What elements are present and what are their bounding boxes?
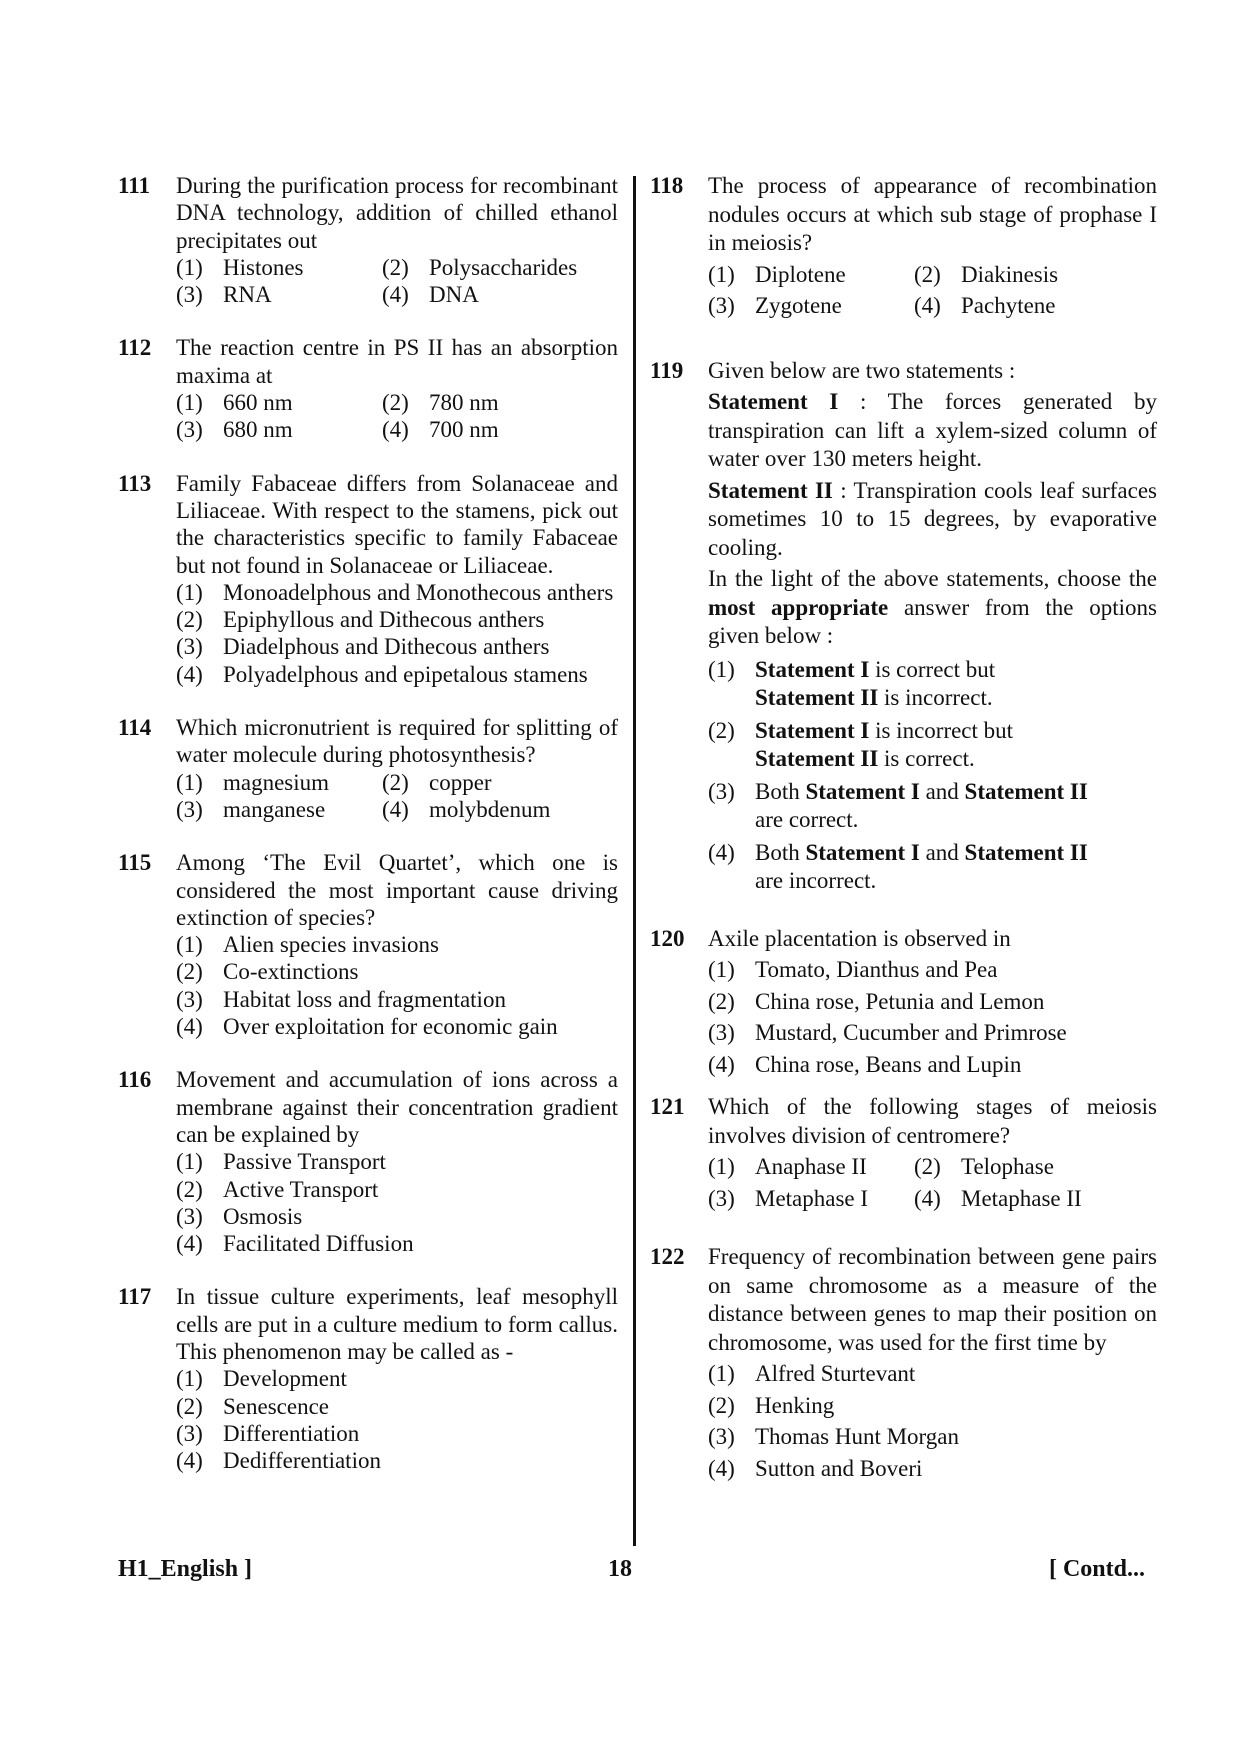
statement-1: Statement I : The forces generated by transpiration can lift a xylem-sized column of water over 130 meters height. bbox=[708, 389, 1157, 471]
question-text: Movement and accumulation of ions across a membrane against their concentration gradient can be explained by bbox=[176, 1067, 618, 1147]
question-number: 113 bbox=[118, 470, 152, 496]
option-3: (3) Differentiation bbox=[176, 1420, 360, 1446]
option-2: (2) Henking bbox=[708, 1392, 835, 1418]
option-2: (2) copper bbox=[382, 769, 492, 795]
question-number: 118 bbox=[650, 173, 684, 198]
question-116 bbox=[118, 1066, 618, 1257]
option-3: (3) Zygotene bbox=[708, 293, 842, 318]
question-112 bbox=[118, 334, 618, 443]
option-2: (2) Senescence bbox=[176, 1393, 329, 1419]
page-number: 18 bbox=[608, 1556, 632, 1582]
question-number: 121 bbox=[650, 1094, 685, 1119]
question-number: 112 bbox=[118, 335, 152, 361]
question-text: Family Fabaceae differs from Solanaceae and Liliaceae. With respect to the stamens, pick out the characteristics specific to family Fabaceae but not found in Solanaceae or Liliaceae. bbox=[176, 470, 618, 578]
option-4: (4) China rose, Beans and Lupin bbox=[708, 1051, 1022, 1077]
option-4: (4) Facilitated Diffusion bbox=[176, 1231, 414, 1257]
option-1: (1) Alfred Sturtevant bbox=[708, 1361, 916, 1386]
option-2: (2) Active Transport bbox=[176, 1176, 379, 1202]
question-number: 119 bbox=[650, 357, 684, 383]
option-1: (1) Monoadelphous and Monothecous anthers bbox=[176, 579, 614, 605]
option-3: (3) Osmosis bbox=[176, 1203, 303, 1229]
question-text: The process of appearance of recombination nodules occurs at which sub stage of prophase I in meiosis? bbox=[708, 173, 1157, 255]
option-4: (4) Dedifferentiation bbox=[176, 1448, 381, 1474]
option-4: (4) 700 nm bbox=[382, 417, 499, 443]
question-number: 122 bbox=[650, 1244, 685, 1269]
option-1: (1) Passive Transport bbox=[176, 1149, 386, 1175]
option-2: (2) Statement I is incorrect but Statement II is correct. bbox=[708, 717, 1014, 771]
left-column bbox=[118, 172, 618, 1474]
column-divider bbox=[633, 176, 636, 1546]
option-2: (2) Telophase bbox=[914, 1154, 1054, 1179]
option-4: (4) Sutton and Boveri bbox=[708, 1455, 923, 1481]
option-2: (2) Epiphyllous and Dithecous anthers bbox=[176, 607, 545, 633]
option-3: (3) RNA bbox=[176, 282, 272, 308]
option-4: (4) Pachytene bbox=[914, 293, 1056, 318]
statement-2: Statement II : Transpiration cools leaf surfaces sometimes 10 to 15 degrees, by evaporative cooling. bbox=[708, 477, 1157, 560]
question-119 bbox=[650, 357, 1157, 895]
option-1: (1) magnesium bbox=[176, 769, 330, 795]
right-column bbox=[650, 172, 1157, 1483]
option-3: (3) 680 nm bbox=[176, 417, 293, 443]
question-114 bbox=[118, 714, 618, 823]
option-1: (1) 660 nm bbox=[176, 390, 293, 416]
continued-note: [ Contd... bbox=[1048, 1556, 1145, 1582]
question-121 bbox=[650, 1093, 1157, 1213]
option-4: (4) Both Statement I and Statement II are incorrect. bbox=[708, 839, 1088, 893]
option-4: (4) Polyadelphous and epipetalous stamens bbox=[176, 661, 588, 687]
option-1: (1) Tomato, Dianthus and Pea bbox=[708, 957, 998, 982]
option-3: (3) manganese bbox=[176, 796, 326, 822]
option-1: (1) Alien species invasions bbox=[176, 932, 439, 958]
option-4: (4) molybdenum bbox=[382, 796, 551, 822]
paper-code: H1_English ] bbox=[118, 1556, 253, 1582]
option-1: (1) Histones bbox=[176, 254, 304, 280]
question-text: The reaction centre in PS II has an absorption maxima at bbox=[176, 335, 618, 388]
question-number: 114 bbox=[118, 715, 152, 741]
question-115 bbox=[118, 849, 618, 1040]
option-4: (4) Metaphase II bbox=[914, 1185, 1082, 1211]
question-118 bbox=[650, 172, 1157, 321]
option-1: (1) Development bbox=[176, 1366, 347, 1392]
question-120 bbox=[650, 925, 1157, 1080]
question-113 bbox=[118, 470, 618, 688]
question-number: 116 bbox=[118, 1067, 152, 1093]
question-text: During the purification process for recombinant DNA technology, addition of chilled ethanol precipitates out bbox=[176, 173, 618, 253]
question-number: 117 bbox=[118, 1284, 152, 1310]
question-instruction: In the light of the above statements, choose the most appropriate answer from the options given below : bbox=[708, 566, 1157, 648]
option-1: (1) Diplotene bbox=[708, 261, 846, 287]
option-3: (3) Thomas Hunt Morgan bbox=[708, 1424, 960, 1449]
question-intro: Given below are two statements : bbox=[708, 357, 1016, 383]
option-3: (3) Metaphase I bbox=[708, 1185, 869, 1211]
option-3: (3) Mustard, Cucumber and Primrose bbox=[708, 1020, 1067, 1045]
question-122 bbox=[650, 1243, 1157, 1483]
option-4: (4) Over exploitation for economic gain bbox=[176, 1014, 558, 1040]
option-2: (2) Diakinesis bbox=[914, 261, 1059, 287]
question-text: Which of the following stages of meiosis involves division of centromere? bbox=[708, 1094, 1157, 1148]
option-1: (1) Anaphase II bbox=[708, 1154, 867, 1179]
question-text: Axile placentation is observed in bbox=[708, 925, 1011, 951]
question-text: In tissue culture experiments, leaf mesophyll cells are put in a culture medium to form callus. This phenomenon may be called as - bbox=[176, 1284, 618, 1364]
question-117 bbox=[118, 1283, 618, 1474]
option-3: (3) Both Statement I and Statement II are correct. bbox=[708, 778, 1088, 832]
option-2: (2) Polysaccharides bbox=[382, 254, 578, 280]
option-2: (2) Co-extinctions bbox=[176, 959, 359, 985]
option-4: (4) DNA bbox=[382, 282, 479, 308]
option-1: (1) Statement I is correct but Statement II is incorrect. bbox=[708, 656, 996, 710]
question-number: 120 bbox=[650, 925, 685, 951]
question-text: Which micronutrient is required for splitting of water molecule during photosynthesis? bbox=[176, 715, 618, 768]
option-3: (3) Habitat loss and fragmentation bbox=[176, 986, 506, 1012]
question-number: 111 bbox=[118, 173, 150, 198]
option-2: (2) 780 nm bbox=[382, 390, 499, 416]
question-text: Frequency of recombination between gene pairs on same chromosome as a measure of the distance between genes to map their position on chromosome, was used for the first time by bbox=[708, 1244, 1157, 1355]
question-number: 115 bbox=[118, 850, 152, 876]
option-2: (2) China rose, Petunia and Lemon bbox=[708, 988, 1045, 1014]
question-text: Among ‘The Evil Quartet’, which one is considered the most important cause driving extinction of species? bbox=[176, 850, 618, 930]
question-111 bbox=[118, 172, 618, 308]
option-3: (3) Diadelphous and Dithecous anthers bbox=[176, 634, 550, 660]
